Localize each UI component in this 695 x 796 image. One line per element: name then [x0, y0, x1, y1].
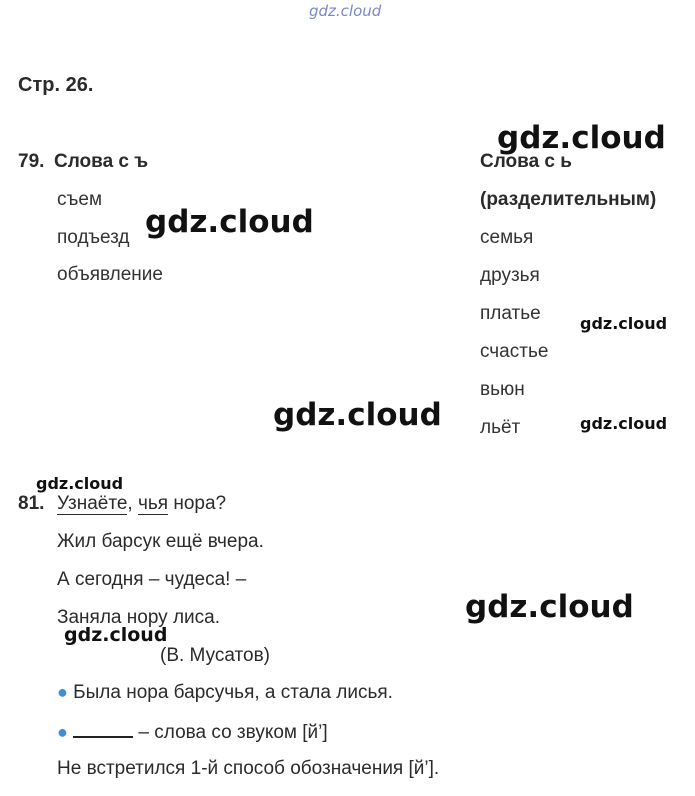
right-word: друзья: [480, 265, 540, 286]
bullet-1-text: Была нора барсучья, а стала лисья.: [73, 682, 393, 703]
underlined-word: Узнаёте: [57, 493, 128, 514]
left-word: объявление: [57, 264, 163, 285]
right-word: платье: [480, 303, 541, 324]
page-label: Стр. 26.: [18, 74, 94, 96]
bullet-icon: ●: [57, 682, 68, 702]
task-79-heading-left: Слова с ъ: [54, 151, 149, 172]
answer-blank: [73, 720, 133, 738]
watermark: gdz.cloud: [145, 204, 314, 240]
task-79-heading-right-line2: (разделительным): [480, 189, 657, 210]
task-79-number: 79.: [18, 151, 45, 172]
watermark: gdz.cloud: [580, 314, 668, 333]
poem-line: Жил барсук ещё вчера.: [57, 531, 264, 552]
right-word: льёт: [480, 417, 521, 438]
bullet-line-1: [57, 682, 393, 704]
right-word: вьюн: [480, 379, 525, 400]
watermark: gdz.cloud: [465, 589, 634, 625]
task-81-number: 81.: [18, 493, 45, 514]
watermark: gdz.cloud: [273, 397, 442, 433]
left-word: съем: [57, 189, 103, 210]
bullet-icon: ●: [57, 722, 68, 742]
final-line: Не встретился 1-й способ обозначения [й’].: [57, 758, 440, 779]
bullet-line-2: [57, 720, 328, 744]
left-word: подъезд: [57, 227, 130, 248]
poem-line: Заняла нору лиса.: [57, 607, 220, 628]
poem-author: (В. Мусатов): [160, 645, 271, 666]
watermark: gdz.cloud: [36, 474, 124, 493]
task-81-question: [57, 493, 226, 515]
watermark: gdz.cloud: [64, 624, 168, 646]
right-word: счастье: [480, 341, 549, 362]
task-79-heading-right-line1: Слова с ь: [480, 151, 572, 172]
watermark: gdz.cloud: [580, 414, 668, 433]
question-rest: нора?: [168, 493, 227, 514]
underlined-word: чья: [137, 493, 169, 514]
bullet-2-text: – слова со звуком [й’]: [133, 722, 328, 743]
poem-line: А сегодня – чудеса! –: [57, 569, 247, 590]
comma: ,: [127, 493, 133, 514]
watermark-top: gdz.cloud: [309, 2, 382, 20]
right-word: семья: [480, 227, 534, 248]
watermark: gdz.cloud: [497, 120, 666, 156]
